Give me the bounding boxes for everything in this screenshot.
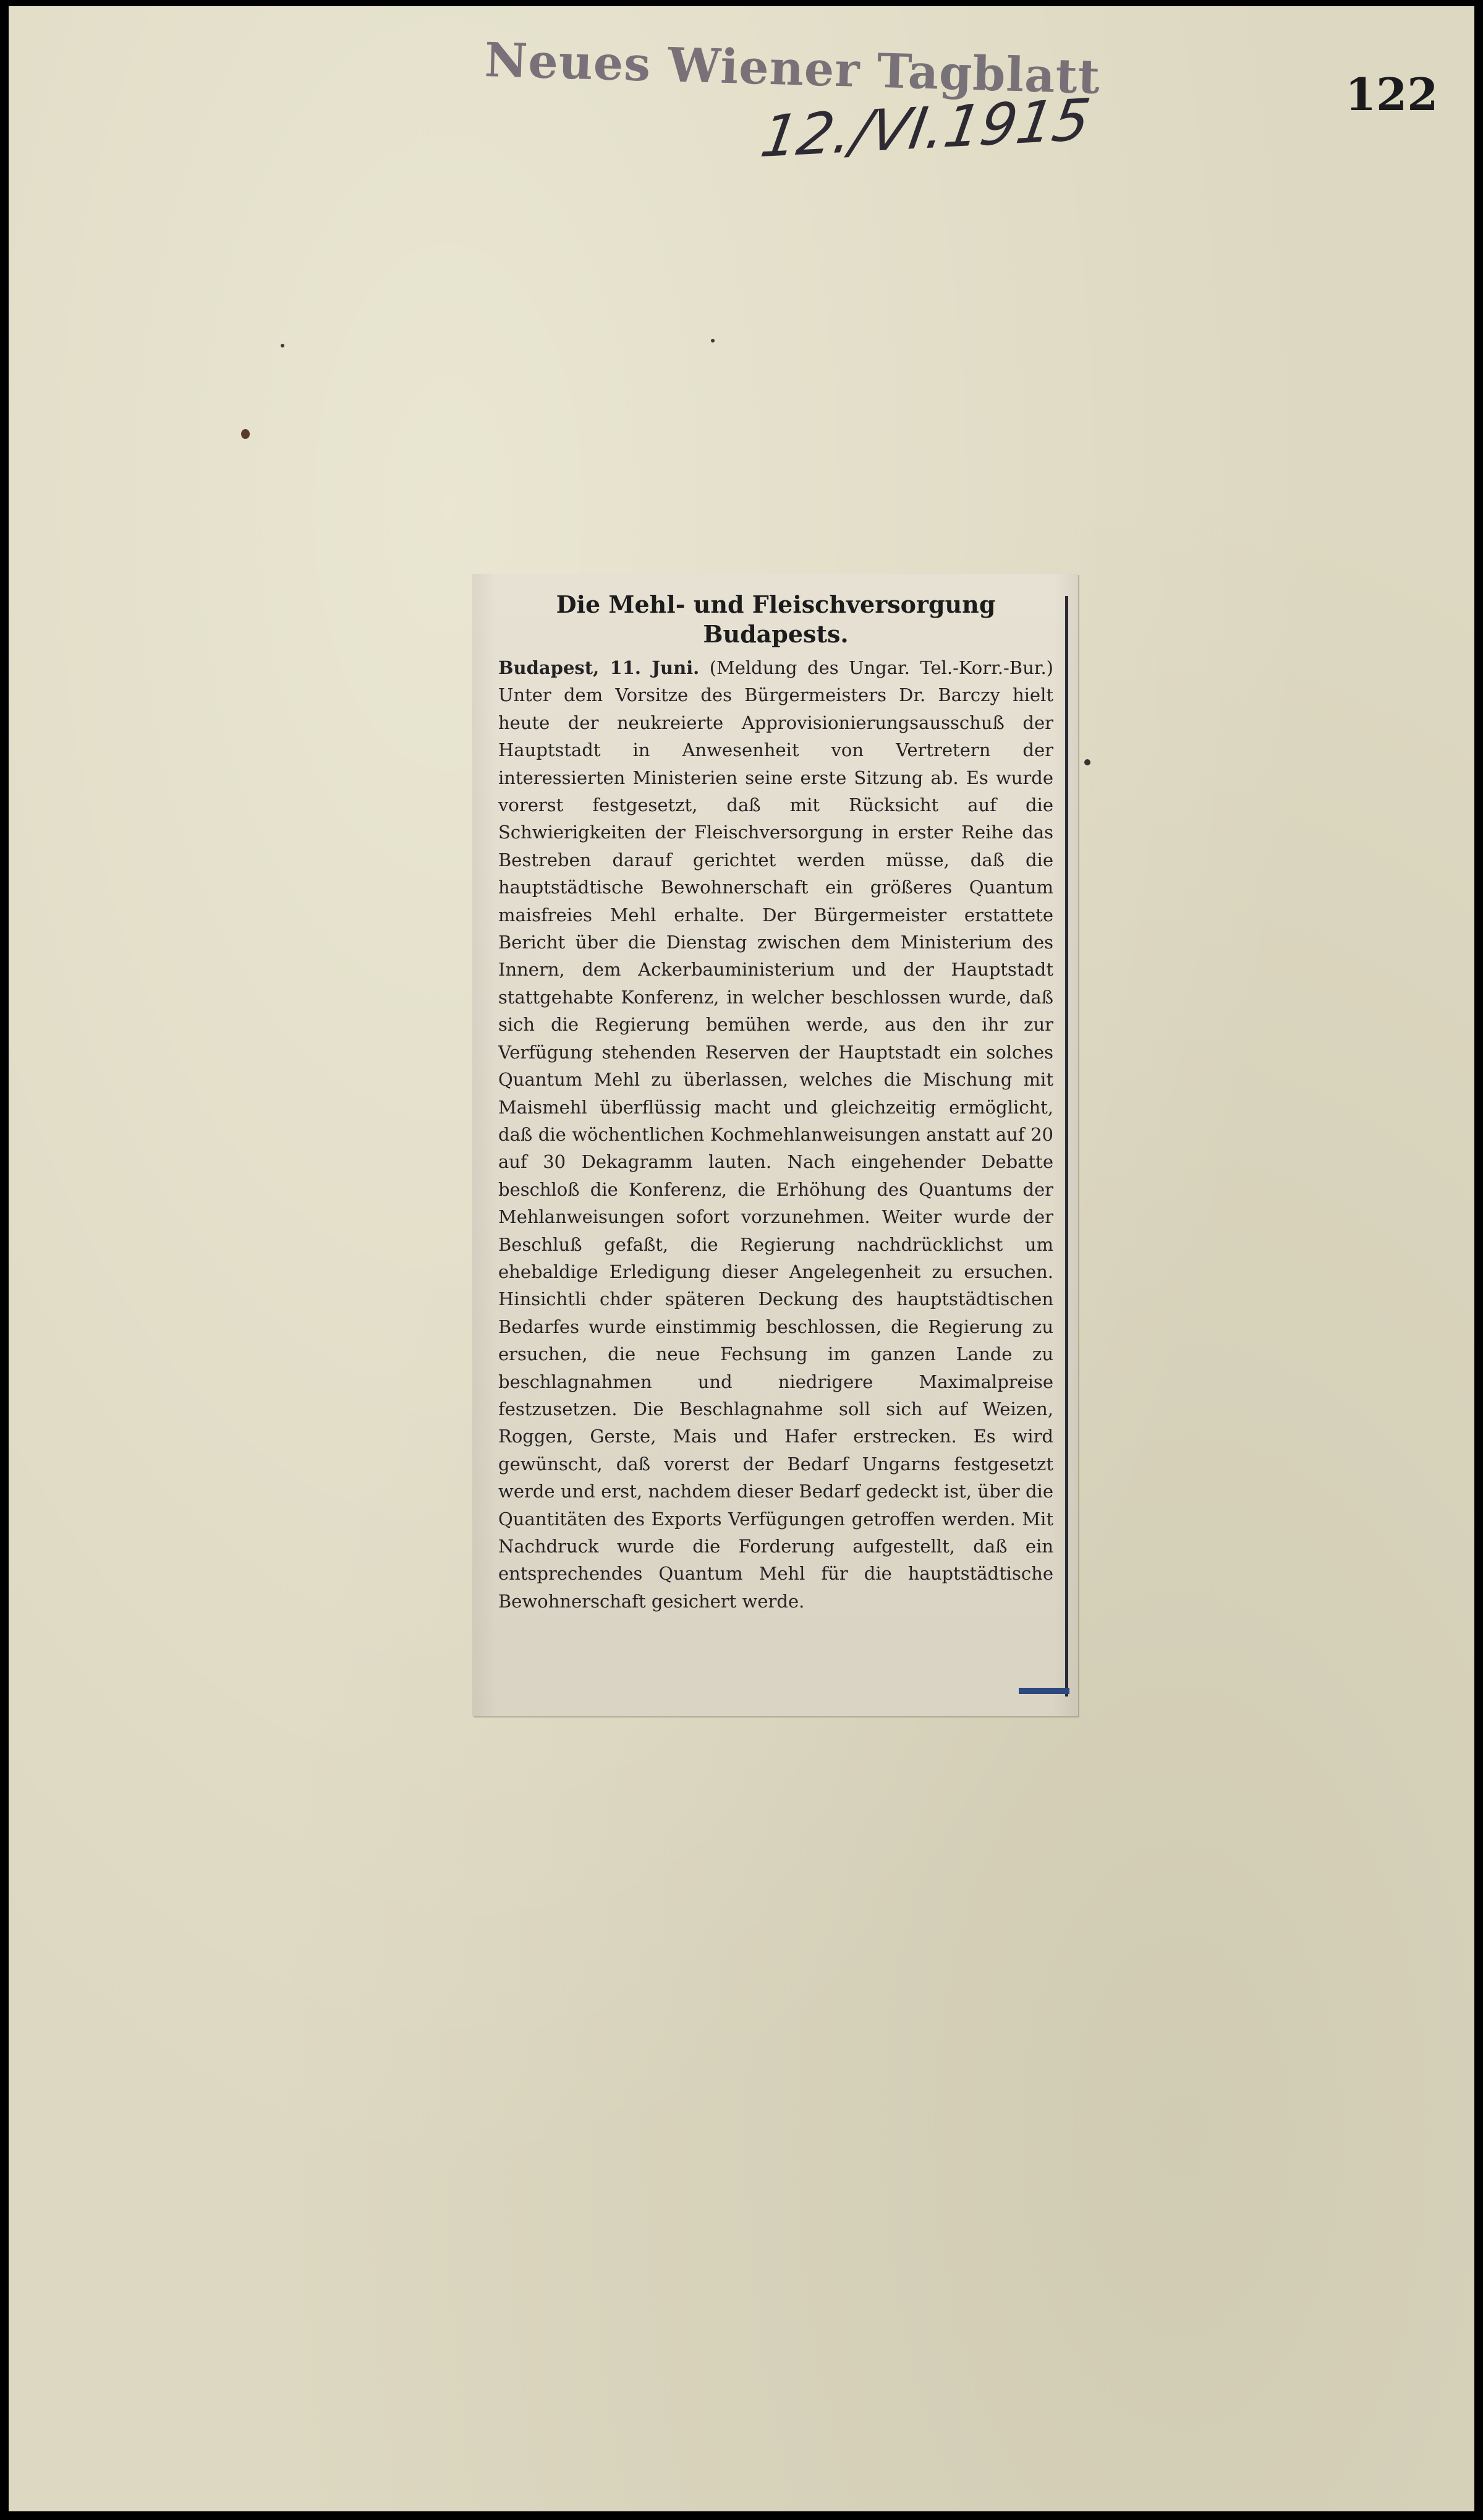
pin-hole	[1084, 759, 1090, 765]
article-body	[498, 654, 1053, 1615]
article-text: (Meldung des Ungar. Tel.-Korr.-Bur.) Unter dem Vorsitze des Bürgermeisters Dr. Barczy hielt heute der neukreierte Approvisionierungsausschuß der Hauptstadt in Anwesenheit von Vertretern der interessierten Ministerien seine erste Sitzung ab. Es wurde vorerst festgesetzt, daß mit Rücksicht auf die Schwierigkeiten der Fleischversorgung in erster Reihe das Bestreben darauf gerichtet werden müsse, daß die hauptstädtische Bewohnerschaft ein größeres Quantum maisfreies Mehl erhalte. Der Bürgermeister erstattete Bericht über die Dienstag zwischen dem Ministerium des Innern, dem Ackerbauministerium und der Hauptstadt stattgehabte Konferenz, in welcher beschlossen wurde, daß sich die Regierung bemühen werde, aus den ihr zur Verfügung stehenden Reserven der Hauptstadt ein solches Quantum Mehl zu überlassen, welches die Mischung mit Maismehl überflüssig macht und gleichzeitig ermöglicht, daß die wöchentlichen Kochmehlanweisungen anstatt auf 20 auf 30 Dekagramm lauten. Nach eingehender Debatte beschloß die Konferenz, die Erhöhung des Quantums der Mehlanweisungen sofort vorzunehmen. Weiter wurde der Beschluß gefaßt, die Regierung nachdrücklichst um ehebaldige Erledigung dieser Angelegenheit zu ersuchen. Hinsichtli chder späteren Deckung des hauptstädtischen Bedarfes wurde einstimmig beschlossen, die Regierung zu ersuchen, die neue Fechsung im ganzen Lande zu beschlagnahmen und niedrigere Maximalpreise festzusetzen. Die Beschlagnahme soll sich auf Weizen, Roggen, Gerste, Mais und Hafer erstrecken. Es wird gewünscht, daß vorerst der Bedarf Ungarns festgesetzt werde und erst, nachdem dieser Bedarf gedeckt ist, über die Quantitäten des Exports Verfügungen getroffen werden. Mit Nachdruck wurde die Forderung aufgestellt, daß ein entsprechendes Quantum Mehl für die hauptstädtische Bewohnerschaft gesichert werde.	[498, 657, 1053, 1612]
newspaper-stamp: Neues Wiener Tagblatt	[483, 32, 1102, 104]
article-headline	[498, 590, 1053, 649]
archive-page	[9, 6, 1474, 2511]
newspaper-clipping	[472, 574, 1078, 1716]
page-number: 122	[1345, 68, 1438, 121]
headline-line-2: Budapests.	[703, 620, 849, 648]
article-dateline: Budapest, 11. Juni.	[498, 657, 700, 678]
headline-line-1: Die Mehl- und Fleischversorgung	[556, 590, 996, 618]
ink-spot	[711, 339, 715, 343]
pencil-mark	[1019, 1688, 1069, 1694]
ink-spot	[241, 429, 250, 439]
ink-spot	[281, 344, 284, 347]
column-rule	[1065, 596, 1068, 1696]
handwritten-date: 12./VI.1915	[756, 86, 1095, 171]
